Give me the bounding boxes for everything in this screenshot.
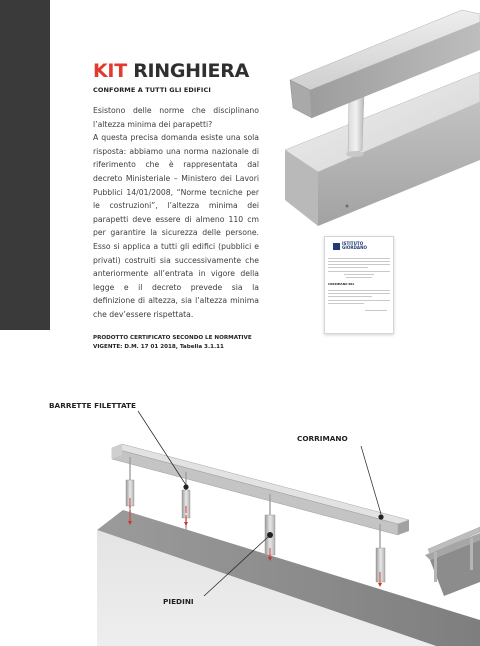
certificate-logo-line2: GIORDANO [342,245,367,251]
certification-note: PRODOTTO CERTIFICATO SECONDO LE NORMATIVE VIGENTE: D.M. 17 01 2018, Tabella 3.1.11 [93,335,252,350]
handrail-top [112,444,409,524]
leader-rods [138,411,186,485]
label-barrette-filettate: BARRETTE FILETTATE [49,401,137,410]
title-accent: KIT [93,60,127,82]
post-3 [265,494,275,561]
leader-handrail [361,446,381,514]
body-answer: A questa precisa domanda esiste una sola risposta: abbiamo una norma nazionale di riferimento che è rappresentata dal decreto Ministeriale – Ministero dei Lavori Pubblici 14/01/2008, “Norme tecniche per le costruzioni”, l’altezza minima dei parapetti deve essere di almeno 110 cm per garantire la sicurezza delle persone. Esso si applica a tutti gli edifici (pubblici e privati) costruiti sia successivamente che anteriormente all’entrata in vigore della legge e il decreto prevede sia la definizione di altezza, sia l’altezza minima che dev’essere rispettata. [93,133,259,319]
label-corrimano: CORRIMANO [297,434,348,443]
title-main: RINGHIERA [133,60,249,82]
page-subtitle: CONFORME A TUTTI GLI EDIFICI [93,86,211,94]
body-question: Esistono delle norme che disciplinano l’altezza minima dei parapetti? [93,106,259,129]
certificate-logo-line1: ISTITUTO [342,241,364,246]
certificate-company: CORRIMANO SRL [328,281,355,286]
label-piedini: PIEDINI [163,597,194,606]
